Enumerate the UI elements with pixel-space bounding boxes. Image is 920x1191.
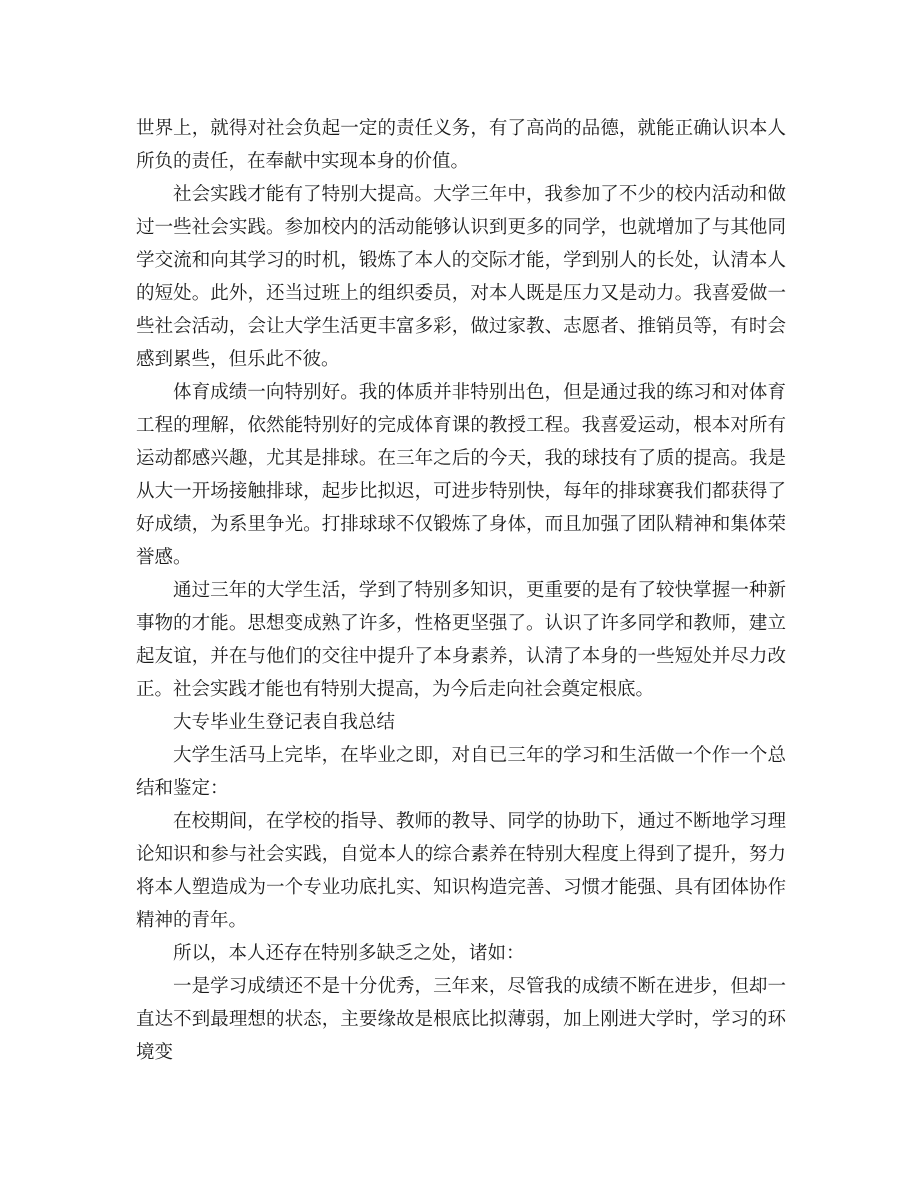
section-heading: 大专毕业生登记表自我总结 — [173, 712, 396, 733]
paragraph-school-period: 在校期间，在学校的指导、教师的教导、同学的协助下，通过不断地学习理论知识和参与社会实践，自觉本人的综合素养在特别大程度上得到了提升，努力将本人塑造成为一个专业功底扎实、知识构造完善、习惯才能强、具有团体协作精神的青年。 — [136, 811, 786, 931]
paragraph-sports: 体育成绩一向特别好。我的体质并非特别出色，但是通过我的练习和对体育工程的理解，依然能特别好的完成体育课的教授工程。我喜爱运动，根本对所有运动都感兴趣，尤其是排球。在三年之后的今天，我的球技有了质的提高。我是从大一开场接触排球，起步比拟迟，可进步特别快，每年的排球赛我们都获得了好成绩，为系里争光。打排球球不仅锻炼了身体，而且加强了团队精神和集体荣誉感。 — [136, 382, 786, 568]
paragraph-social-practice: 社会实践才能有了特别大提高。大学三年中，我参加了不少的校内活动和做过一些社会实践。参加校内的活动能够认识到更多的同学，也就增加了与其他同学交流和向其学习的时机，锻炼了本人的交际才能，学到别人的长处，认清本人的短处。此外，还当过班上的组织委员，对本人既是压力又是动力。我喜爱做一些社会活动，会让大学生活更丰富多彩，做过家教、志愿者、推销员等，有时会感到累些，但乐此不彼。 — [136, 184, 786, 370]
paragraph-continuation: 世界上，就得对社会负起一定的责任义务，有了高尚的品德，就能正确认识本人所负的责任，在奉献中实现本身的价值。 — [136, 118, 786, 172]
paragraph-shortcomings: 所以，本人还存在特别多缺乏之处，诸如： — [173, 943, 525, 964]
paragraph-summary: 通过三年的大学生活，学到了特别多知识，更重要的是有了较快掌握一种新事物的才能。思想变成熟了许多，性格更坚强了。认识了许多同学和教师，建立起友谊，并在与他们的交往中提升了本身素养，认清了本身的一些短处并尽力改正。社会实践才能也有特别大提高，为今后走向社会奠定根底。 — [136, 580, 786, 700]
paragraph-intro: 大学生活马上完毕，在毕业之即，对自已三年的学习和生活做一个作一个总结和鉴定： — [136, 745, 786, 799]
paragraph-point-one: 一是学习成绩还不是十分优秀，三年来，尽管我的成绩不断在进步，但却一直达不到最理想的状态，主要缘故是根底比拟薄弱，加上刚进大学时，学习的环境变 — [136, 976, 786, 1063]
document-body — [136, 112, 786, 1069]
